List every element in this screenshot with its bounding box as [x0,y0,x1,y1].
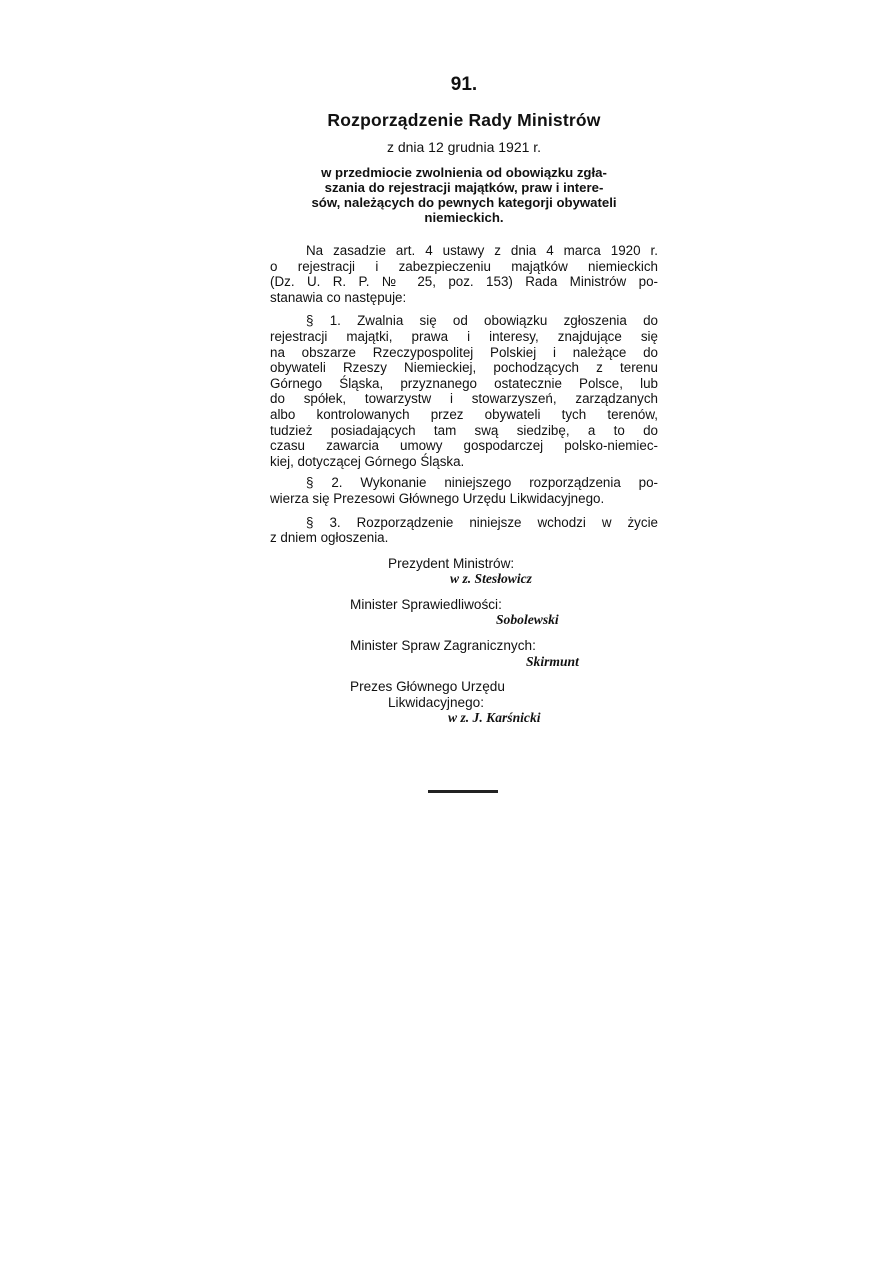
section-3-line: z dniem ogłoszenia. [270,530,389,546]
section-1-line: § 1. Zwalnia się od obowiązku zgłoszenia do [306,313,658,329]
signature-name: w z. Stesłowicz [450,571,532,587]
document-date: z dnia 12 grudnia 1921 r. [386,139,542,155]
subject-line: w przedmiocie zwolnienia od obowiązku zgła- [321,165,607,180]
act-number: 91. [450,74,478,95]
preamble-line: stanawia co następuje: [270,289,407,305]
signatures [270,556,658,726]
signature-foreign [270,638,658,669]
subject-line: niemieckich. [424,210,504,225]
section-2-line: wierza się Prezesowi Głównego Urzędu Likwidacyjnego. [270,490,605,506]
signature-role: Likwidacyjnego: [388,694,484,710]
section-1-line: do spółek, towarzystw i stowarzyszeń, zarządzanych [270,391,658,407]
section-1-line: na obszarze Rzeczypospolitej Polskiej i należące do [270,344,658,360]
section-1-line: obywateli Rzeszy Niemieckiej, pochodzących z terenu [270,360,658,376]
section-1-line: tudzież posiadających tam swą siedzibę, a to do [270,422,658,438]
section-1 [270,313,658,469]
signature-role: Minister Sprawiedliwości: [350,596,502,612]
preamble-line: (Dz. U. R. P. № 25, poz. 153) Rada Ministrów po- [270,274,658,290]
signature-role: Minister Spraw Zagranicznych: [350,638,536,654]
signature-justice [270,597,658,628]
subject-line: sów, należących do pewnych kategorji obywateli [311,195,617,210]
signature-name: w z. J. Karśnicki [448,710,541,726]
preamble-line: Na zasadzie art. 4 ustawy z dnia 4 marca 1920 r. [306,243,658,258]
signature-role: Prezydent Ministrów: [388,555,515,571]
preamble [270,243,658,305]
signature-prime-minister [270,556,658,587]
signature-role: Prezes Głównego Urzędu [350,679,505,695]
section-1-line: czasu zawarcia umowy gospodarczej polsko-niemiec- [270,438,658,454]
section-1-line: albo kontrolowanych przez obywateli tych terenów, [270,406,658,422]
signature-liquidation [270,679,658,726]
section-1-line: rejestracji majątki, prawa i interesy, znajdujące się [270,328,658,344]
section-2 [270,475,658,506]
subject-line: szania do rejestracji majątków, praw i intere- [324,180,604,195]
section-3 [270,515,658,546]
section-2-line: § 2. Wykonanie niniejszego rozporządzenia po- [306,475,658,491]
section-3-line: § 3. Rozporządzenie niniejsze wchodzi w życie [306,514,658,530]
section-1-line: kiej, dotyczącej Górnego Śląska. [270,453,465,469]
preamble-line: o rejestracji i zabezpieczeniu majątków niemieckich [270,258,658,274]
closing-rule [428,790,498,793]
document-page [270,60,658,736]
document-subject [270,165,658,225]
signature-name: Sobolewski [496,612,559,628]
signature-name: Skirmunt [526,653,579,669]
document-title: Rozporządzenie Rady Ministrów [327,110,601,130]
section-1-line: Górnego Śląska, przyznanego ostatecznie Polsce, lub [270,375,658,391]
